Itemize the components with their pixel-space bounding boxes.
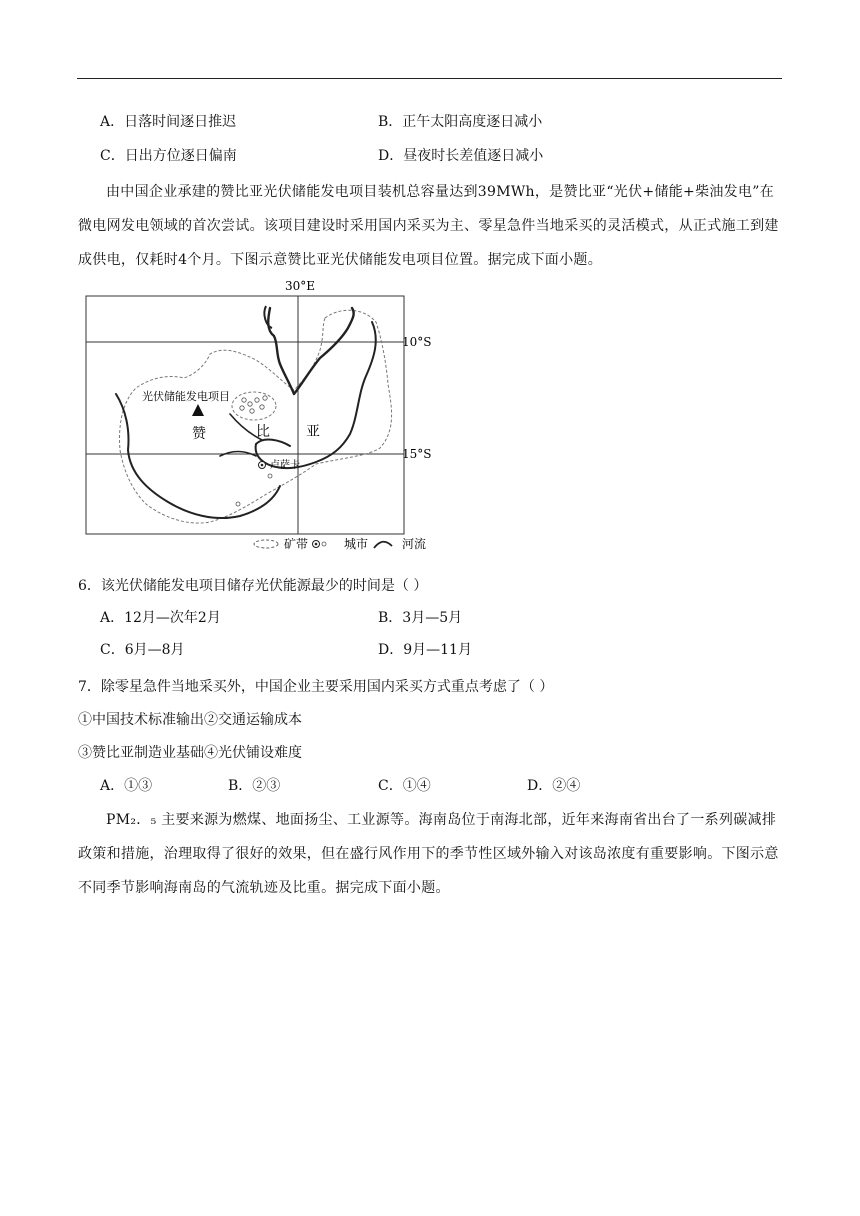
q5-option-c[interactable]: C．日出方位逐日偏南 [100,148,237,164]
lat-label-15s: 15°S [402,447,432,461]
passage-hainan: PM₂．₅ 主要来源为燃煤、地面扬尘、工业源等。海南岛位于南海北部，近年来海南省出台了一系列碳减排政策和措施，治理取得了很好的效果，但在盛行风作用下的季节性区域外输入对该岛浓度有重要影响。下图示意不同季节影响海南岛的气流轨迹及比重。据完成下面小题。 [78,812,779,896]
lon-label: 30°E [285,279,316,293]
country-char-2: 比 [256,424,270,440]
q7-items-line2: ③赞比亚制造业基础④光伏铺设难度 [78,745,302,761]
passage-zambia: 由中国企业承建的赞比亚光伏储能发电项目装机总容量达到39MWh，是赞比亚“光伏+储能+柴油发电”在微电网发电领域的首次尝试。该项目建设时采用国内采买为主、零星急件当地采买的灵活模式，从正式施工到建成供电，仅耗时4个月。下图示意赞比亚光伏储能发电项目位置。据完成下面小题。 [78,184,779,268]
zambia-map [80,278,440,556]
q7-option-b[interactable]: B．②③ [228,778,281,794]
country-char-3: 亚 [306,424,320,440]
legend-mine-icon [254,540,278,548]
legend-mine-label: 矿带 [284,537,309,551]
city-label-lusaka: 卢萨卡 [270,460,300,471]
mining-belt [232,392,276,420]
q5-option-b[interactable]: B．正午太阳高度逐日减小 [378,114,543,130]
q7-items-line1: ①中国技术标准输出②交通运输成本 [78,712,302,728]
mine-sites [240,396,267,413]
town-markers [236,474,272,506]
country-char-1: 赞 [192,426,206,442]
q5-option-d[interactable]: D．昼夜时长差值逐日减小 [378,148,544,164]
q6-stem: 6．该光伏储能发电项目储存光伏能源最少的时间是（ ） [78,578,428,594]
q7-option-c[interactable]: C．①④ [378,778,431,794]
q7-option-d[interactable]: D．②④ [527,778,581,794]
lat-label-10s: 10°S [402,335,432,349]
q5-option-a[interactable]: A．日落时间逐日推迟 [100,114,237,130]
legend-river-label: 河流 [402,537,427,551]
legend-river-icon [374,542,392,548]
q7-stem: 7．除零星急件当地采买外，中国企业主要采用国内采买方式重点考虑了（ ） [78,679,554,695]
q6-option-d[interactable]: D．9月—11月 [378,642,472,658]
lake-tanganyika [268,308,353,394]
q6-option-a[interactable]: A．12月—次年2月 [100,610,221,626]
q7-option-a[interactable]: A．①③ [100,778,153,794]
river-luapula [256,322,376,468]
q6-option-b[interactable]: B．3月—5月 [378,610,463,626]
project-marker-icon [192,404,204,416]
legend-city-label: 城市 [344,537,369,551]
q6-option-c[interactable]: C．6月—8月 [100,642,185,658]
header-rule [77,78,782,79]
project-label: 光伏储能发电项目 [142,390,230,403]
